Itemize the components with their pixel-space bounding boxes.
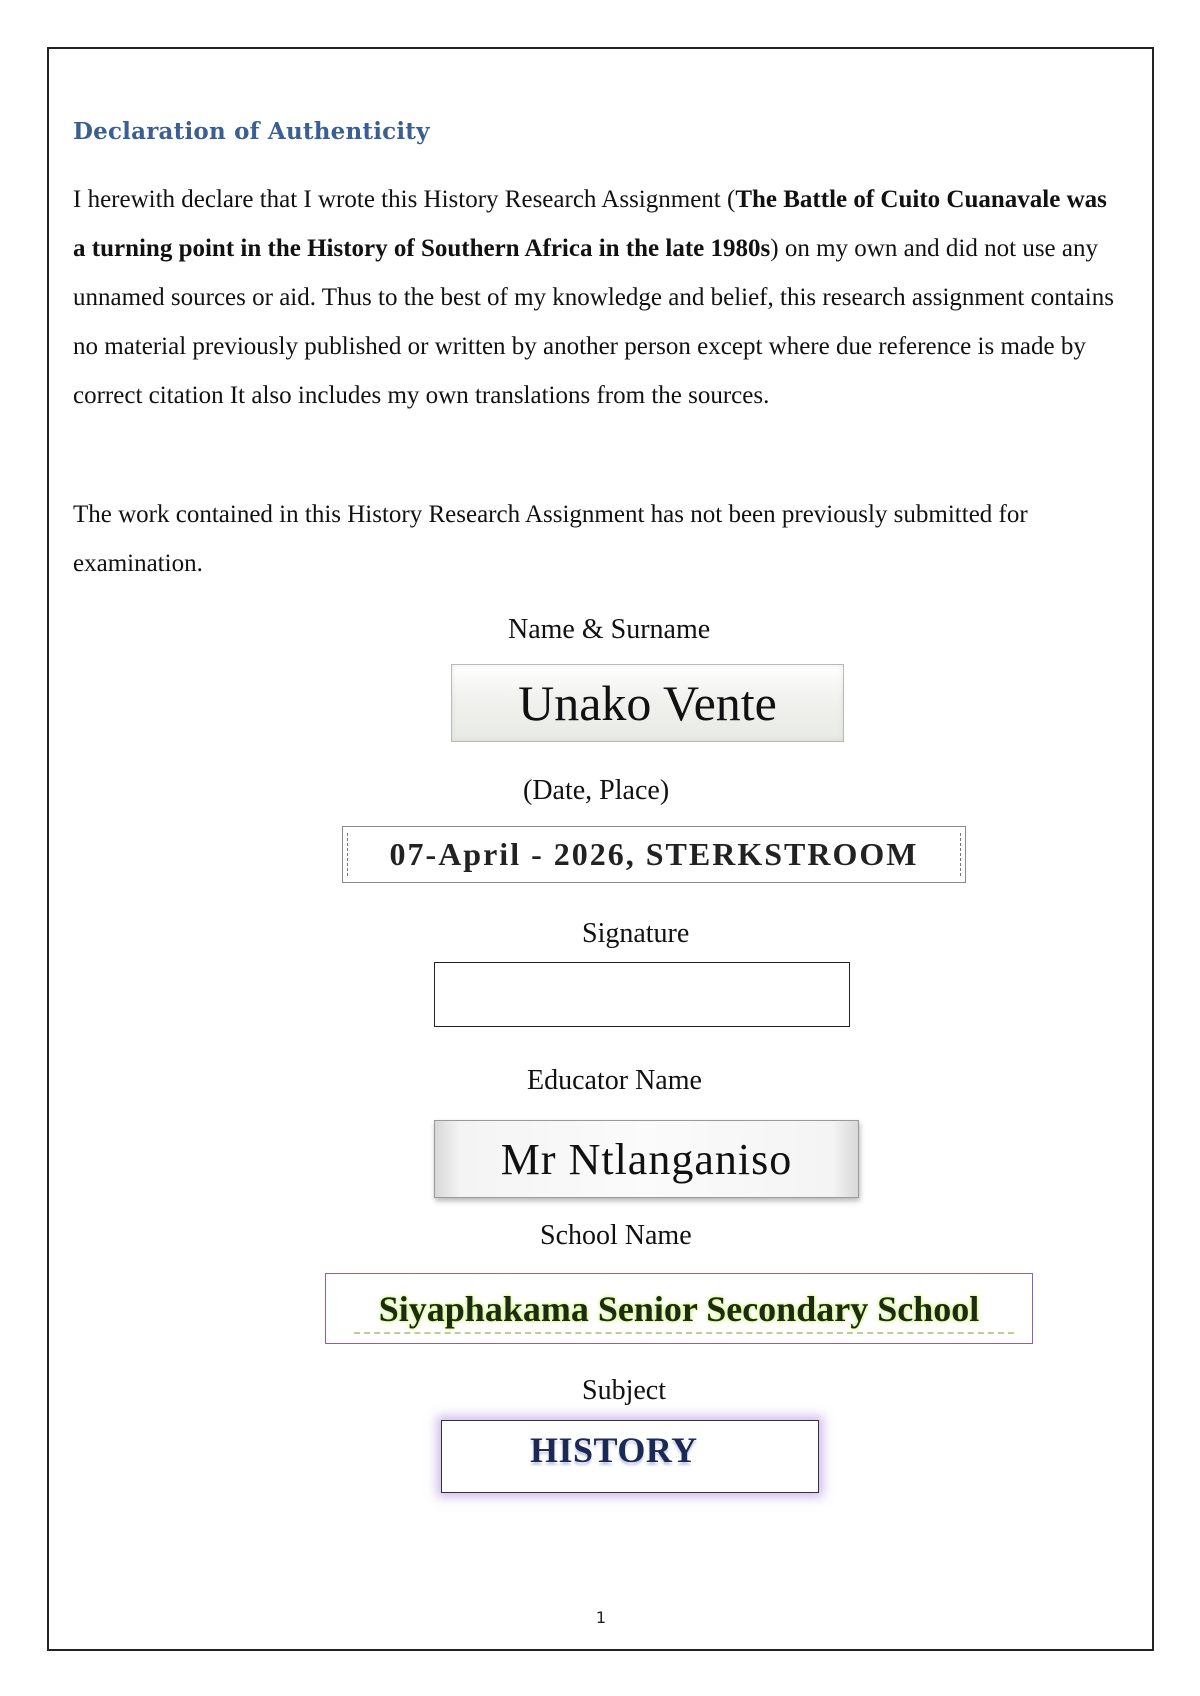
declaration-rest: ) on my own and did not use any unnamed sources or aid. Thus to the best of my knowledge and belief, this research assignment contains no material previously published or written by another person except where due reference is made by correct citation It also includes my own translations from the sources. — [73, 235, 1114, 409]
subject-value: HISTORY — [530, 1430, 698, 1470]
date-place-field — [342, 826, 966, 883]
page-number: 1 — [595, 1608, 607, 1627]
name-field — [451, 664, 844, 742]
name-label: Name & Surname — [508, 614, 711, 645]
educator-name-label: Educator Name — [527, 1065, 702, 1096]
document-heading: Declaration of Authenticity — [73, 118, 430, 145]
school-name-field — [325, 1273, 1033, 1344]
subject-field — [441, 1420, 819, 1493]
school-name-value: Siyaphakama Senior Secondary School — [378, 1288, 980, 1329]
school-name-label: School Name — [540, 1220, 692, 1251]
school-name-underline — [354, 1332, 1014, 1334]
date-place-value: 07-April - 2026, STERKSTROOM — [389, 836, 919, 872]
subject-label: Subject — [582, 1375, 666, 1406]
educator-name-value: Mr Ntlanganiso — [500, 1134, 793, 1184]
name-value: Unako Vente — [518, 675, 777, 731]
educator-name-field — [434, 1120, 859, 1198]
declaration-lead: I herewith declare that I wrote this History Research Assignment ( — [73, 186, 736, 213]
signature-label: Signature — [582, 918, 690, 949]
date-place-label: (Date, Place) — [523, 775, 670, 806]
submission-paragraph: The work contained in this History Research Assignment has not been previously submitted for examination. — [73, 501, 1028, 577]
declaration-paragraph — [73, 175, 1123, 420]
assignment-title: The Battle of Cuito Cuanavale was a turning point in the History of Southern Africa in the late 1980s — [73, 186, 1107, 262]
signature-field[interactable] — [434, 962, 850, 1027]
